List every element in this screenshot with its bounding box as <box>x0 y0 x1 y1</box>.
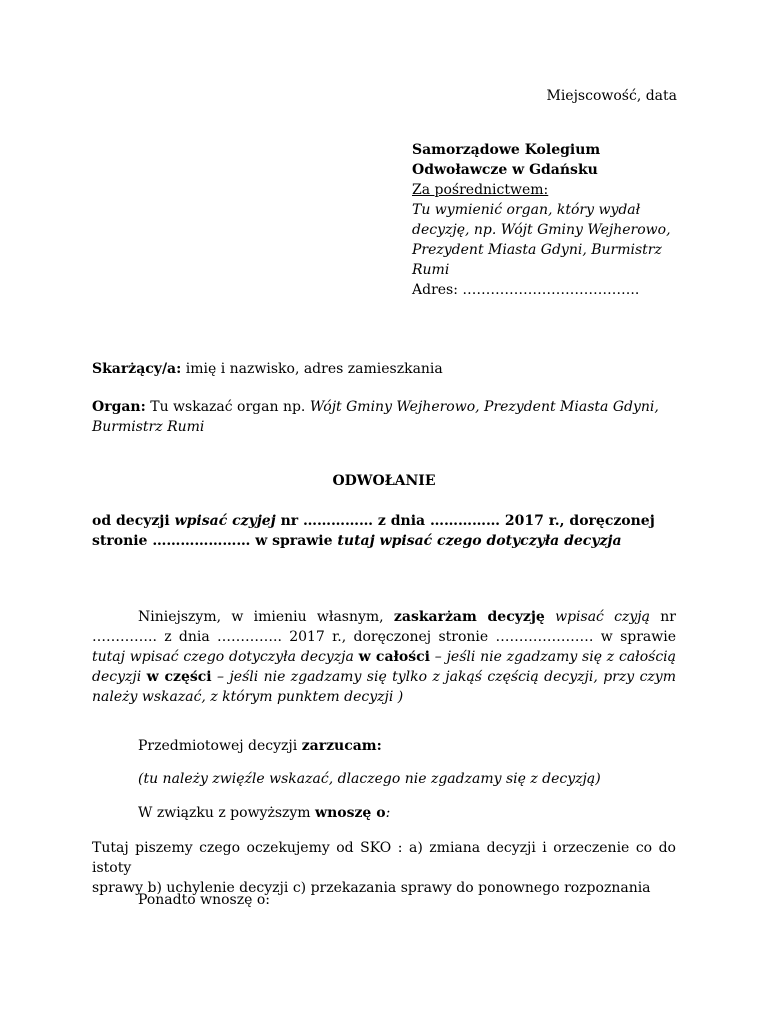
p1-text-d: nr <box>650 609 676 625</box>
main-paragraph-line-3 <box>92 647 676 667</box>
request-line <box>92 803 722 823</box>
organ-example-2: Burmistrz Rumi <box>92 419 205 435</box>
complainant-line <box>92 359 676 379</box>
place-date: Miejscowość, data <box>546 88 677 104</box>
organ-text: Tu wskazać organ np. <box>145 399 310 415</box>
organ-label: Organ: <box>92 399 146 415</box>
document-title: ODWOŁANIE <box>332 473 436 489</box>
subject-part-3: nr …………… z dnia …………… 2017 r., doręczonej <box>275 513 655 529</box>
complainant-label: Skarżący/a: <box>92 361 182 377</box>
expectations-line-1: Tutaj piszemy czego oczekujemy od SKO : a) zmiana decyzji i orzeczenie co do istoty <box>92 840 676 876</box>
main-paragraph-line-4 <box>92 667 676 687</box>
organ-example-1: Wójt Gminy Wejherowo, Prezydent Miasta Gdyni, <box>309 399 659 415</box>
accuse-line <box>92 736 722 756</box>
p1-text-e: tutaj wpisać czego dotyczyła decyzja <box>92 649 359 665</box>
organ-hint-line-3: Prezydent Miasta Gdyni, Burmistrz <box>412 242 662 258</box>
accuse-note: (tu należy zwięźle wskazać, dlaczego nie zgadzamy się z decyzją) <box>138 771 601 787</box>
organ-hint-line-4: Rumi <box>412 262 450 278</box>
organ-hint-line-2: decyzję, np. Wójt Gminy Wejherowo, <box>412 222 671 238</box>
addressee-line-1: Samorządowe Kolegium <box>412 142 601 158</box>
p1-text-g: – jeśli nie zgadzamy się z całością <box>429 649 676 665</box>
request-colon: : <box>385 805 391 821</box>
addressee-line-2: Odwoławcze w Gdańsku <box>412 162 598 178</box>
organ-hint-line-1: Tu wymienić organ, który wydał <box>412 202 641 218</box>
main-paragraph-line-1 <box>92 607 676 627</box>
subject-part-4: stronie ………………… w sprawie <box>92 533 338 549</box>
request-label: wnoszę o <box>315 805 386 821</box>
addressee-block <box>412 140 682 300</box>
request-text: W związku z powyższym <box>138 805 316 821</box>
p1-text-b: zaskarżam decyzję <box>393 609 545 625</box>
organ-line <box>92 397 676 437</box>
subject-part-5: tutaj wpisać czego dotyczyła decyzja <box>337 533 622 549</box>
subject-part-1: od decyzji <box>92 513 175 529</box>
p1-text-f: w całości <box>358 649 430 665</box>
p1-text-h: decyzji <box>92 669 147 685</box>
address-line: Adres: ……………………………….. <box>412 282 640 298</box>
main-paragraph-line-5: należy wskazać, z którym punktem decyzji ) <box>92 689 404 705</box>
accuse-label: zarzucam: <box>301 738 382 754</box>
main-paragraph <box>92 607 676 707</box>
complainant-text: imię i nazwisko, adres zamieszkania <box>181 361 443 377</box>
expectations-paragraph <box>92 838 676 898</box>
main-paragraph-line-2: ………….. z dnia ………….. 2017 r., doręczonej stronie ………………… w sprawie <box>92 629 676 645</box>
p1-text-i: w części <box>146 669 212 685</box>
via-label: Za pośrednictwem: <box>412 182 549 198</box>
accuse-text: Przedmiotowej decyzji <box>138 738 302 754</box>
additional-requests: Ponadto wnoszę o: <box>138 892 270 908</box>
subject-part-2: wpisać czyjej <box>174 513 276 529</box>
p1-text-c: wpisać czyją <box>544 609 650 625</box>
p1-text-j: – jeśli nie zgadzamy się tylko z jakąś częścią decyzji, przy czym <box>211 669 676 685</box>
p1-text-a: Niniejszym, w imieniu własnym, <box>138 609 394 625</box>
expectations-line-2: sprawy b) uchylenie decyzji c) przekazania sprawy do ponownego rozpoznania <box>92 880 651 896</box>
subject-block <box>92 511 676 551</box>
